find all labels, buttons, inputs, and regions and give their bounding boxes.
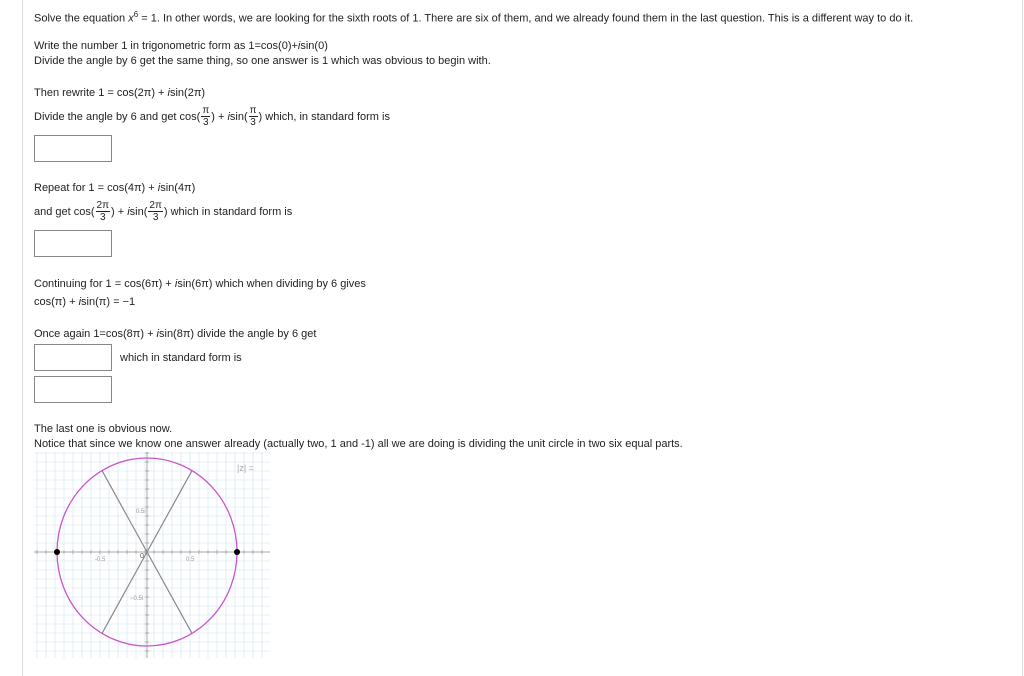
imag-unit: i — [156, 328, 159, 340]
trig-line-1 — [34, 39, 328, 53]
fraction-denominator: 3 — [152, 212, 159, 223]
intro-var: x — [128, 12, 134, 25]
fraction-2pi-over-3 — [96, 201, 110, 223]
divide-mid-2: sin( — [229, 110, 248, 123]
fraction-numerator: π — [202, 105, 210, 116]
repeat-text: Repeat for 1 = cos(4π) + — [34, 182, 158, 194]
intro-exponent: 6 — [133, 10, 139, 19]
continuing-text: Continuing for 1 = cos(6π) + — [34, 278, 175, 290]
continuing-end: sin(6π) which when dividing by 6 gives — [177, 278, 366, 290]
intro-rest: . In other words, we are looking for the sixth roots of 1. There are six of them, and we already found them in the last question. This is a different way to do it. — [156, 12, 914, 25]
graph-axes — [34, 452, 270, 658]
trig-line-1-text: Write the number 1 in trigonometric form as 1=cos(0)+ — [34, 40, 298, 52]
divide-prefix: Divide the angle by 6 and get cos( — [34, 110, 201, 123]
repeat-end: sin(4π) — [160, 182, 196, 194]
fraction-numerator: 2π — [96, 200, 110, 211]
tick-label-half: 0.5 — [186, 557, 195, 563]
repeat-line — [34, 181, 195, 195]
imag-unit: i — [167, 87, 170, 99]
rewrite-line — [34, 86, 205, 100]
root-point-one[interactable] — [234, 549, 240, 555]
rewrite-text: Then rewrite 1 = cos(2π) + — [34, 87, 168, 99]
divide-line-2 — [34, 201, 292, 223]
answer-input-2[interactable] — [34, 230, 112, 257]
divide-mid: ) + — [211, 110, 228, 123]
imag-unit: i — [78, 296, 82, 308]
trig-line-2: Divide the angle by 6 get the same thing, so one answer is 1 which was obvious to begin with. — [34, 55, 491, 67]
fraction-2pi-over-3-b — [148, 201, 162, 223]
result-line — [34, 295, 135, 309]
tick-label-neg-half-i: −0.5i — [130, 596, 144, 602]
get-suffix: ) which in standard form is — [163, 205, 293, 218]
root-point-minus-one[interactable] — [54, 549, 60, 555]
tick-label-half-i: 0.5i — [136, 509, 146, 515]
fraction-numerator: 2π — [149, 200, 162, 211]
once-again-line — [34, 327, 316, 341]
notice-line: Notice that since we know one answer already (actually two, 1 and -1) all we are doing is dividing the unit circle in two six equal parts. — [34, 438, 683, 450]
get-mid-2: sin( — [129, 205, 148, 218]
get-mid: ) + — [111, 205, 128, 218]
intro-equals: = 1 — [141, 12, 157, 25]
intro-line — [34, 8, 913, 26]
imag-unit: i — [297, 40, 301, 52]
imag-unit: i — [157, 182, 161, 194]
tick-label-zero: 0 — [140, 553, 144, 560]
last-obvious-line: The last one is obvious now. — [34, 423, 173, 435]
graph-grid — [34, 452, 270, 658]
imag-unit: i — [227, 110, 230, 123]
once-again-end: sin(8π) divide the angle by 6 get — [159, 328, 317, 340]
fraction-denominator: 3 — [100, 212, 106, 223]
answer-input-3[interactable] — [34, 344, 112, 371]
trig-line-1-end: sin(0) — [300, 40, 328, 52]
get-prefix: and get cos( — [34, 205, 95, 218]
fraction-numerator: π — [249, 105, 257, 116]
rewrite-end: sin(2π) — [169, 87, 206, 99]
tick-label-neg-half: -0.5 — [95, 557, 106, 563]
continuing-line — [34, 277, 366, 291]
result-text: cos(π) + — [34, 296, 79, 308]
fraction-denominator: 3 — [203, 117, 209, 128]
modulus-label: |z| = — [237, 463, 254, 473]
fraction-pi-over-3-b — [249, 106, 258, 128]
fraction-denominator: 3 — [250, 117, 256, 128]
once-again-text: Once again 1=cos(8π) + — [34, 328, 157, 340]
answer-input-1[interactable] — [34, 135, 112, 162]
fraction-pi-over-3 — [201, 106, 210, 128]
imag-unit: i — [127, 205, 130, 218]
imag-unit: i — [174, 278, 178, 290]
answer-input-4[interactable] — [34, 376, 112, 403]
result-end: sin(π) = −1 — [81, 296, 136, 308]
divide-suffix: ) which, in standard form is — [258, 110, 390, 123]
divide-line-1 — [34, 106, 390, 128]
intro-prefix: Solve the equation — [34, 12, 126, 25]
unit-circle-graph[interactable] — [34, 452, 270, 658]
standard-form-label: which in standard form is — [120, 352, 242, 364]
